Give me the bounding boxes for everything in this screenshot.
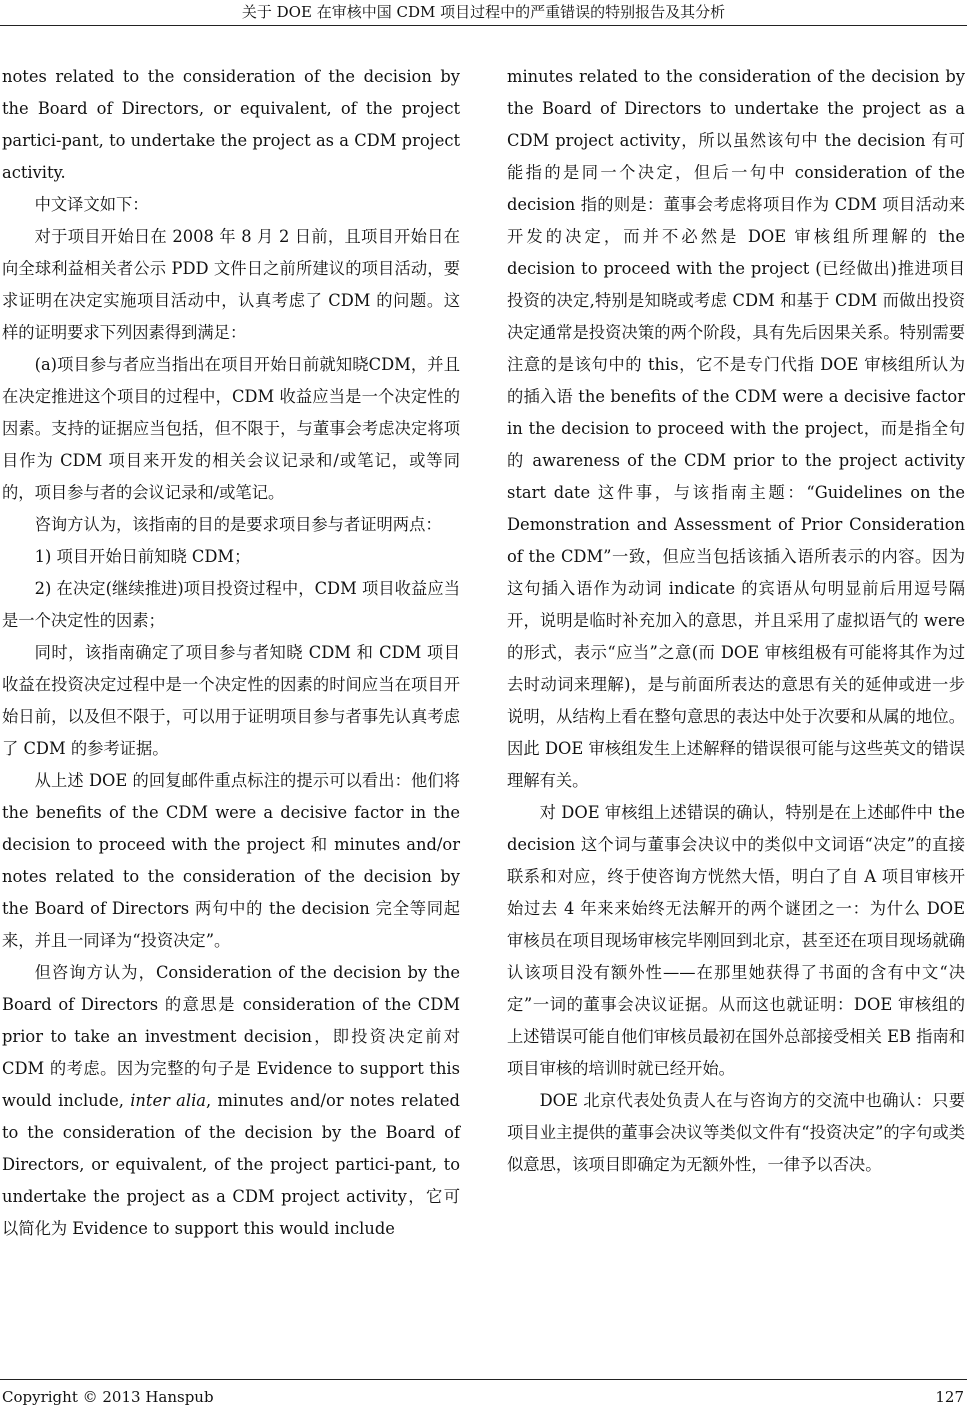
header-rule bbox=[0, 25, 967, 26]
paragraph: minutes related to the consideration of the decision by the Board of Directors to undertake the project as a CDM project activity，所以虽然该句中 the decision 有可能指的是同一个决定，但后一句中 consideration of the decision 指的则是：董事会考虑将项目作为 CDM 项目活动来开发的决定，而并不必然是 DOE 审核组所理解的 the decision to proceed with the project (已经做出)推进项目投资的决定,特别是知晓或考虑 CDM 和基于 CDM 而做出投资决定通常是投资决策的两个阶段，具有先后因果关系。特别需要注意的是该句中的 this，它不是专门代指 DOE 审核组所认为的插入语 the benefits of the CDM were a decisive factor in the decision to proceed with the project，而是指全句的 awareness of the CDM prior to the project activity start date 这件事，与该指南主题：“Guidelines on the Demonstration and Assessment of Prior Consideration of the CDM”一致，但应当包括该插入语所表示的内容。因为这句插入语作为动词 indicate 的宾语从句明显前后用逗号隔开，说明是临时补充加入的意思，并且采用了虚拟语气的 were 的形式，表示“应当”之意(而 DOE 审核组极有可能将其作为过去时动词来理解)，是与前面所表达的意思有关的延伸或进一步说明，从结构上看在整句意思的表达中处于次要和从属的地位。因此 DOE 审核组发生上述解释的错误很可能与这些英文的错误理解有关。 bbox=[507, 67, 965, 790]
paragraph: DOE 北京代表处负责人在与咨询方的交流中也确认：只要项目业主提供的董事会决议等类似文件有“投资决定”的字句或类似意思，该项目即确定为无额外性，一律予以否决。 bbox=[507, 1091, 965, 1174]
paragraph: notes related to the consideration of the decision by the Board of Directors, or equivalent, of the project partici-pant, to undertake the project as a CDM project activity. bbox=[2, 67, 460, 182]
footer-copyright: Copyright © 2013 Hanspub bbox=[2, 1388, 214, 1406]
paragraph: 对于项目开始日在 2008 年 8 月 2 日前，且项目开始日在向全球利益相关者公示 PDD 文件日之前所建议的项目活动，要求证明在决定实施项目活动中，认真考虑了 CDM 的问题。这样的证明要求下列因素得到满足： bbox=[2, 227, 460, 342]
paragraph bbox=[2, 957, 460, 1245]
list-item: 2) 在决定(继续推进)项目投资过程中，CDM 项目收益应当是一个决定性的因素； bbox=[2, 579, 460, 630]
left-column bbox=[2, 61, 460, 1245]
italic-term: inter alia bbox=[130, 1091, 206, 1110]
paragraph: 同时，该指南确定了项目参与者知晓 CDM 和 CDM 项目收益在投资决定过程中是一个决定性的因素的时间应当在项目开始日前，以及但不限于，可以用于证明项目参与者事先认真考虑了 CDM 的参考证据。 bbox=[2, 643, 460, 758]
right-column bbox=[507, 61, 965, 1181]
paragraph: (a)项目参与者应当指出在项目开始日前就知晓CDM，并且在决定推进这个项目的过程中，CDM 收益应当是一个决定性的因素。支持的证据应当包括，但不限于，与董事会考虑决定将项目作为 CDM 项目来开发的相关会议记录和/或笔记，或等同的，项目参与者的会议记录和/或笔记。 bbox=[2, 355, 460, 502]
paragraph: 从上述 DOE 的回复邮件重点标注的提示可以看出：他们将 the benefits of the CDM were a decisive factor in the decision to proceed with the project 和 minutes and/or notes related to the consideration of the decision by the Board of Directors 两句中的 the decision 完全等同起来，并且一同译为“投资决定”。 bbox=[2, 771, 460, 950]
paragraph: 咨询方认为，该指南的目的是要求项目参与者证明两点： bbox=[34, 515, 442, 534]
footer-rule bbox=[0, 1379, 967, 1380]
page-number: 127 bbox=[935, 1388, 964, 1406]
paragraph-text: 但咨询方认为，Consideration of the decision by the Board of Directors 的意思是 consideration of the CDM prior to take an investment decision，即投资决定前对 CDM 的考虑。因为完整的句子是 Evidence to support this would include, bbox=[2, 963, 460, 1110]
list-item: 1) 项目开始日前知晓 CDM； bbox=[34, 547, 251, 566]
paragraph-text: , minutes and/or notes related to the consideration of the decision by the Board of Directors, or equivalent, of the project partici-pant, to undertake the project as a CDM project activity，它可以简化为 Evidence to support this would include bbox=[2, 1091, 460, 1238]
running-header: 关于 DOE 在审核中国 CDM 项目过程中的严重错误的特别报告及其分析 bbox=[241, 3, 726, 21]
paragraph: 对 DOE 审核组上述错误的确认，特别是在上述邮件中 the decision 这个词与董事会决议中的类似中文词语“决定”的直接联系和对应，终于使咨询方恍然大悟，明白了自 A 项目审核开始过去 4 年来来始终无法解开的两个谜团之一：为什么 DOE 审核员在项目现场审核完毕刚回到北京，甚至还在项目现场就确认该项目没有额外性——在那里她获得了书面的含有中文“决定”一词的董事会决议证据。从而这也就证明：DOE 审核组的上述错误可能自他们审核员最初在国外总部接受相关 EB 指南和项目审核的培训时就已经开始。 bbox=[507, 803, 965, 1078]
paragraph: 中文译文如下： bbox=[34, 195, 149, 214]
